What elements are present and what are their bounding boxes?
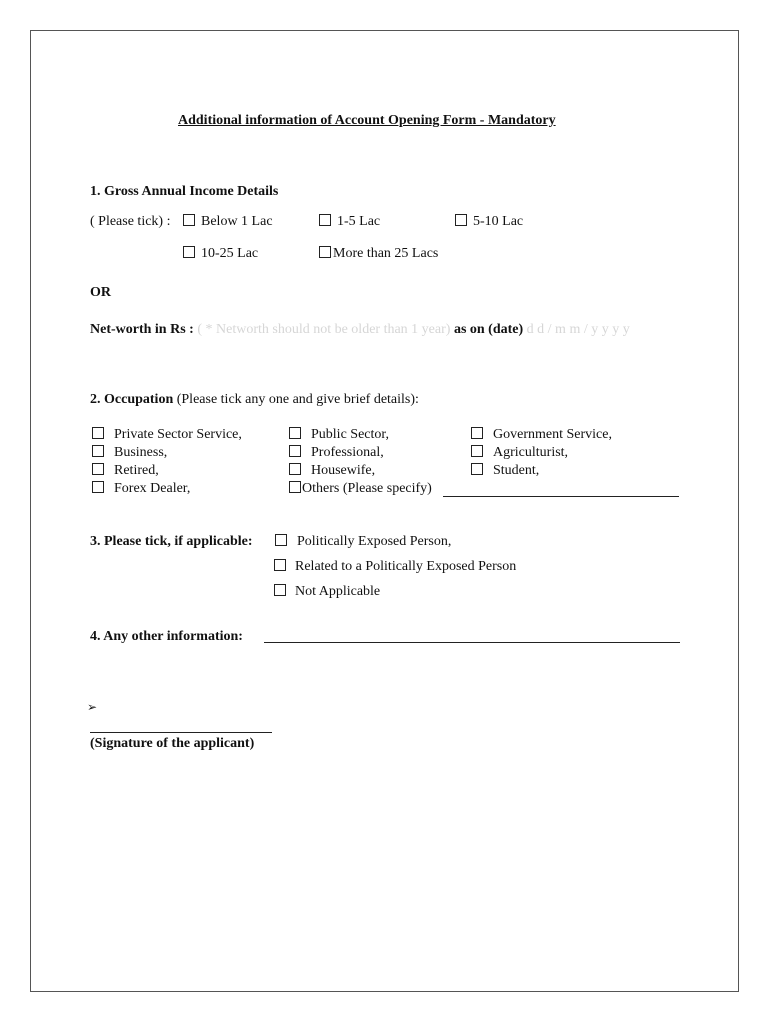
occupation-subtext: (Please tick any one and give brief details): (176, 392, 419, 407)
occupation-option-government-service[interactable]: Government Service, (471, 427, 612, 443)
occupation-option-retired[interactable]: Retired, (92, 463, 159, 479)
occupation-option-others[interactable]: Others (Please specify) (289, 481, 432, 497)
applicable-heading: 3. Please tick, if applicable: (90, 534, 253, 549)
occupation-option-housewife[interactable]: Housewife, (289, 463, 375, 479)
other-information-heading: 4. Any other information: (90, 629, 243, 644)
checkbox-icon[interactable] (274, 584, 286, 596)
checkbox-icon[interactable] (92, 481, 104, 493)
checkbox-icon[interactable] (455, 214, 467, 226)
networth-input[interactable]: ( * Networth should not be older than 1 year) (197, 322, 451, 337)
checkbox-icon[interactable] (319, 214, 331, 226)
as-on-label: as on (date) (453, 322, 524, 337)
signature-label: (Signature of the applicant) (90, 736, 255, 751)
other-information-line[interactable] (264, 642, 680, 643)
occupation-option-student[interactable]: Student, (471, 463, 539, 479)
income-option-5-10-lac[interactable]: 5-10 Lac (455, 214, 523, 230)
please-tick-label: ( Please tick) : (90, 214, 171, 229)
signature-line[interactable] (90, 732, 272, 733)
option-not-applicable[interactable]: Not Applicable (274, 584, 380, 600)
option-related-to-pep[interactable]: Related to a Politically Exposed Person (274, 559, 516, 575)
checkbox-icon[interactable] (471, 463, 483, 475)
income-option-below-1-lac[interactable]: Below 1 Lac (183, 214, 273, 230)
checkbox-icon[interactable] (319, 246, 331, 258)
income-option-1-5-lac[interactable]: 1-5 Lac (319, 214, 380, 230)
occupation-heading-row (90, 392, 419, 408)
arrow-bullet-icon: ➢ (87, 700, 98, 714)
checkbox-icon[interactable] (471, 445, 483, 457)
checkbox-icon[interactable] (275, 534, 287, 546)
checkbox-icon[interactable] (92, 427, 104, 439)
occupation-option-private-sector[interactable]: Private Sector Service, (92, 427, 242, 443)
checkbox-icon[interactable] (274, 559, 286, 571)
checkbox-icon[interactable] (289, 463, 301, 475)
occupation-option-agriculturist[interactable]: Agriculturist, (471, 445, 568, 461)
option-politically-exposed-person[interactable]: Politically Exposed Person, (275, 534, 451, 550)
occupation-option-professional[interactable]: Professional, (289, 445, 384, 461)
others-specify-line[interactable] (443, 496, 679, 497)
networth-label: Net-worth in Rs : (90, 322, 194, 337)
checkbox-icon[interactable] (92, 463, 104, 475)
income-heading: 1. Gross Annual Income Details (90, 184, 279, 199)
form-page (30, 30, 739, 992)
date-input[interactable]: d d / m m / y y y y (526, 322, 630, 337)
form-title: Additional information of Account Opening Form - Mandatory (178, 113, 556, 128)
occupation-option-public-sector[interactable]: Public Sector, (289, 427, 389, 443)
income-option-more-than-25-lacs[interactable]: More than 25 Lacs (319, 246, 438, 262)
checkbox-icon[interactable] (289, 445, 301, 457)
occupation-option-forex-dealer[interactable]: Forex Dealer, (92, 481, 190, 497)
checkbox-icon[interactable] (289, 481, 301, 493)
checkbox-icon[interactable] (183, 214, 195, 226)
occupation-option-business[interactable]: Business, (92, 445, 167, 461)
networth-row (90, 322, 630, 338)
occupation-heading: 2. Occupation (90, 392, 174, 407)
checkbox-icon[interactable] (471, 427, 483, 439)
checkbox-icon[interactable] (183, 246, 195, 258)
checkbox-icon[interactable] (92, 445, 104, 457)
or-label: OR (90, 285, 111, 300)
checkbox-icon[interactable] (289, 427, 301, 439)
income-option-10-25-lac[interactable]: 10-25 Lac (183, 246, 258, 262)
